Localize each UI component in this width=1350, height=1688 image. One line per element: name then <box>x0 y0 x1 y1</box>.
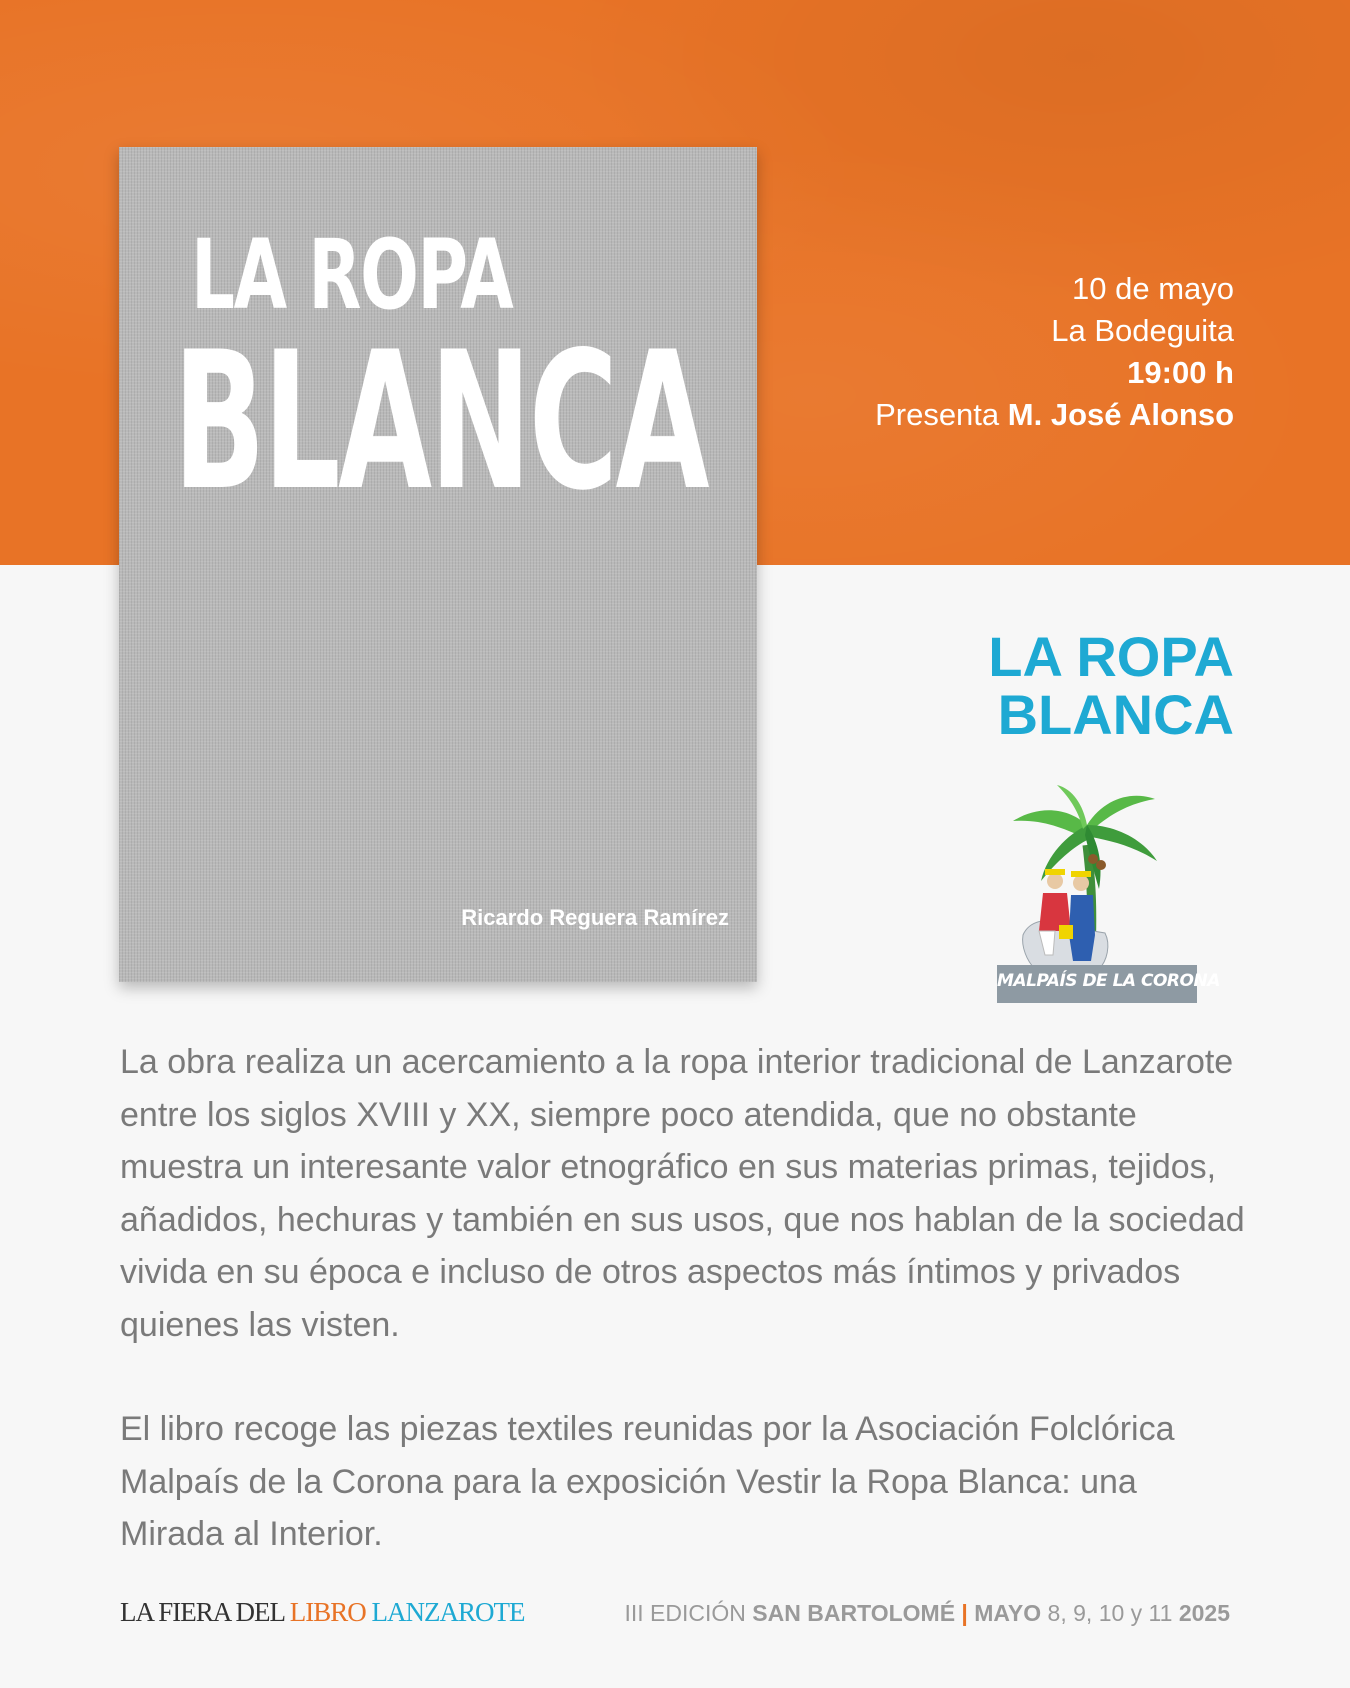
page-title <box>714 625 1234 746</box>
description <box>120 1036 1250 1613</box>
footer-brand-part2: LIBRO <box>289 1597 372 1627</box>
footer-month: MAYO <box>974 1600 1048 1626</box>
footer <box>120 1597 1230 1637</box>
malpais-de-la-corona-logo <box>995 785 1220 1005</box>
footer-brand-part1: LA FIERA DEL <box>120 1597 290 1627</box>
event-time: 19:00 h <box>1127 355 1234 390</box>
footer-days: 8, 9, 10 y 11 <box>1047 1600 1179 1626</box>
footer-brand-part3: LANZAROTE <box>371 1597 525 1627</box>
logo-label: MALPAÍS DE LA CORONA <box>997 971 1220 991</box>
presenter-prefix: Presenta <box>875 397 1008 432</box>
event-info <box>714 268 1234 436</box>
footer-place: SAN BARTOLOMÉ <box>752 1600 956 1626</box>
footer-separator: | <box>955 1600 975 1626</box>
page-title-line1: LA ROPA <box>988 625 1234 688</box>
event-presenter <box>714 394 1234 436</box>
book-cover-title-line1: LA ROPA <box>191 219 513 331</box>
book-cover <box>119 147 757 982</box>
book-cover-title-line2: BLANCA <box>173 311 708 532</box>
description-paragraph-1: La obra realiza un acercamiento a la ropa interior tradicional de Lanzarote entre los siglos XVIII y XX, siempre poco atendida, que no obstante muestra un interesante valor etnográfico en sus materias primas, tejidos, añadidos, hechuras y también en sus usos, que nos hablan de la sociedad vivida en su época e incluso de otros aspectos más íntimos y privados quienes las visten. <box>120 1043 1245 1344</box>
footer-edition <box>625 1600 1231 1627</box>
book-cover-author: Ricardo Reguera Ramírez <box>461 905 729 930</box>
footer-year: 2025 <box>1178 1600 1230 1626</box>
footer-brand <box>120 1597 525 1628</box>
page-title-line2: BLANCA <box>997 683 1234 746</box>
presenter-name: M. José Alonso <box>1007 397 1234 432</box>
event-venue: La Bodeguita <box>1051 313 1234 348</box>
event-date: 10 de mayo <box>1072 271 1234 306</box>
description-paragraph-2: El libro recoge las piezas textiles reunidas por la Asociación Folclórica Malpaís de la Corona para la exposición Vestir la Ropa Blanca: una Mirada al Interior. <box>120 1410 1175 1553</box>
footer-edition-label: III EDICIÓN <box>624 1600 753 1626</box>
